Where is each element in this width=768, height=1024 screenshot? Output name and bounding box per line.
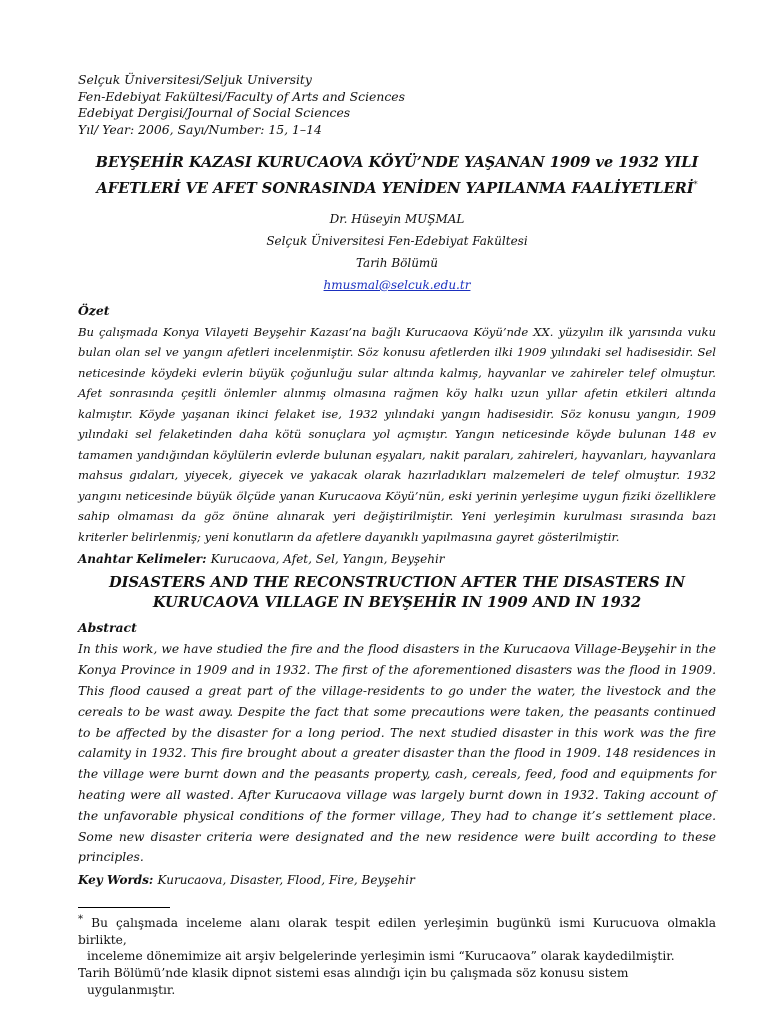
footnote-divider: [78, 907, 170, 908]
author-email-link[interactable]: hmusmal@selcuk.edu.tr: [323, 277, 471, 292]
footnote: [78, 912, 716, 998]
title-turkish: [78, 152, 716, 200]
keywords-label: Key Words: [78, 873, 149, 888]
keywords-value: Kurucaova, Disaster, Flood, Fire, Beyşehir: [157, 873, 415, 888]
title-english: [78, 573, 716, 613]
author-name: Dr. Hüseyin MUŞMAL: [329, 211, 465, 226]
ozet-heading: Özet: [78, 302, 110, 318]
keywords-value: Kurucaova, Afet, Sel, Yangın, Beyşehir: [210, 552, 445, 567]
ozet-keywords: Anahtar Kelimeler: Kurucaova, Afet, Sel, Yangın, Beyşehir: [78, 552, 445, 567]
title-line: DISASTERS AND THE RECONSTRUCTION AFTER THE DISASTERS IN: [109, 574, 685, 592]
title-line-text: AFETLERİ VE AFET SONRASINDA YENİDEN YAPILANMA FAALİYETLERİ: [96, 179, 694, 197]
author-block: [78, 208, 716, 296]
journal-line: Edebiyat Dergisi/Journal of Social Sciences: [78, 105, 351, 120]
title-footnote-mark: *: [693, 180, 698, 189]
journal-line: Selçuk Üniversitesi/Seljuk University: [78, 72, 312, 87]
journal-line: Fen-Edebiyat Fakültesi/Faculty of Arts and Sciences: [78, 88, 405, 104]
footnote-mark: *: [78, 914, 84, 926]
abstract-keywords: Key Words: Kurucaova, Disaster, Flood, Fire, Beyşehir: [78, 873, 415, 888]
keywords-label: Anahtar Kelimeler: [78, 552, 203, 567]
footnote-text: Tarih Bölümü’nde klasik dipnot sistemi esas alındığı için bu çalışmada söz konusu sistem: [78, 965, 629, 980]
title-line: [78, 174, 716, 200]
abstract-text: In this work, we have studied the fire and the flood disasters in the Kurucaova Village-Beyşehir in the Konya Province in 1909 and in 1932. The first of the aforementioned disasters was the flood in 1909. This flood caused a great part of the village-residents to go under the water, the livestock and the cereals to be wast away. Despite the fact that some precautions were taken, the peasants continued to be affected by the disaster for a long period. The next studied disaster in this work was the fire calamity in 1932. This fire brought about a greater disaster than the flood in 1909. 148 residences in the village were burnt down and the peasants property, cash, cereals, feed, food and equipments for heating were all wasted. After Kurucaova village was largely burnt down in 1932. Taking account of the unfavorable physical conditions of the former village, They had to change it’s settlement place. Some new disaster criteria were designated and the new residence were built according to these principles.: [78, 642, 716, 865]
ozet-text: Bu çalışmada Konya Vilayeti Beyşehir Kazası’na bağlı Kurucaova Köyü’nde XX. yüzyılın ilk yarısında vuku bulan olan sel ve yangın afetleri incelenmiştir. Söz konusu afetlerden ilki 1909 yılındaki sel hadisesidir. Sel neticesinde köydeki evlerin büyük çoğunluğu sular altında kalmış, hayvanlar ve zahireler telef olmuştur. Afet sonrasında çeşitli önlemler alınmış olmasına rağmen köy halkı uzun yıllar afetin etkileri altında kalmıştır. Köyde yaşanan ikinci felaket ise, 1932 yılındaki yangın hadisesidir. Söz konusu yangın, 1909 yılındaki sel felaketinden daha kötü sonuçlara yol açmıştır. Yangın neticesinde köyde bulunan 148 ev tamamen yandığından köylülerin evlerde bulunan eşyaları, nakit paraları, zahireleri, hayvanları, hayvanlara mahsus gıdaları, yiyecek, giyecek ve yakacak olarak hazırladıkları malzemeleri de telef olmuştur. 1932 yangını neticesinde büyük ölçüde yanan Kurucaova Köyü’nün, eski yerinin yerleşime uygun fiziki özelliklere sahip olmaması da göz önüne alınarak yeri değiştirilmiştir. Yeni yerleşimin kurulması sırasında bazı kriterler belirlenmiş; yeni konutların da afetlere dayanıklı yapılmasına gayret gösterilmiştir.: [78, 324, 716, 544]
abstract-heading: Abstract: [78, 620, 137, 636]
journal-line: Yıl/ Year: 2006, Sayı/Number: 15, 1–14: [78, 121, 322, 137]
title-line: KURUCAOVA VILLAGE IN BEYŞEHİR IN 1909 AND IN 1932: [152, 594, 642, 612]
footnote-text: inceleme dönemimize ait arşiv belgelerinde yerleşimin ismi “Kurucaova” olarak kaydedilmiştir.: [87, 949, 675, 964]
footnote-text: uygulanmıştır.: [87, 982, 176, 997]
footnote-text: Bu çalışmada inceleme alanı olarak tespit edilen yerleşimin bugünkü ismi Kurucuova olmakla birlikte,: [78, 916, 716, 947]
title-line: BEYŞEHİR KAZASI KURUCAOVA KÖYÜ’NDE YAŞANAN 1909 ve 1932 YILI: [95, 154, 699, 171]
author-affiliation: Selçuk Üniversitesi Fen-Edebiyat Fakültesi: [266, 233, 528, 248]
author-department: Tarih Bölümü: [355, 255, 439, 270]
journal-header: [78, 72, 716, 138]
